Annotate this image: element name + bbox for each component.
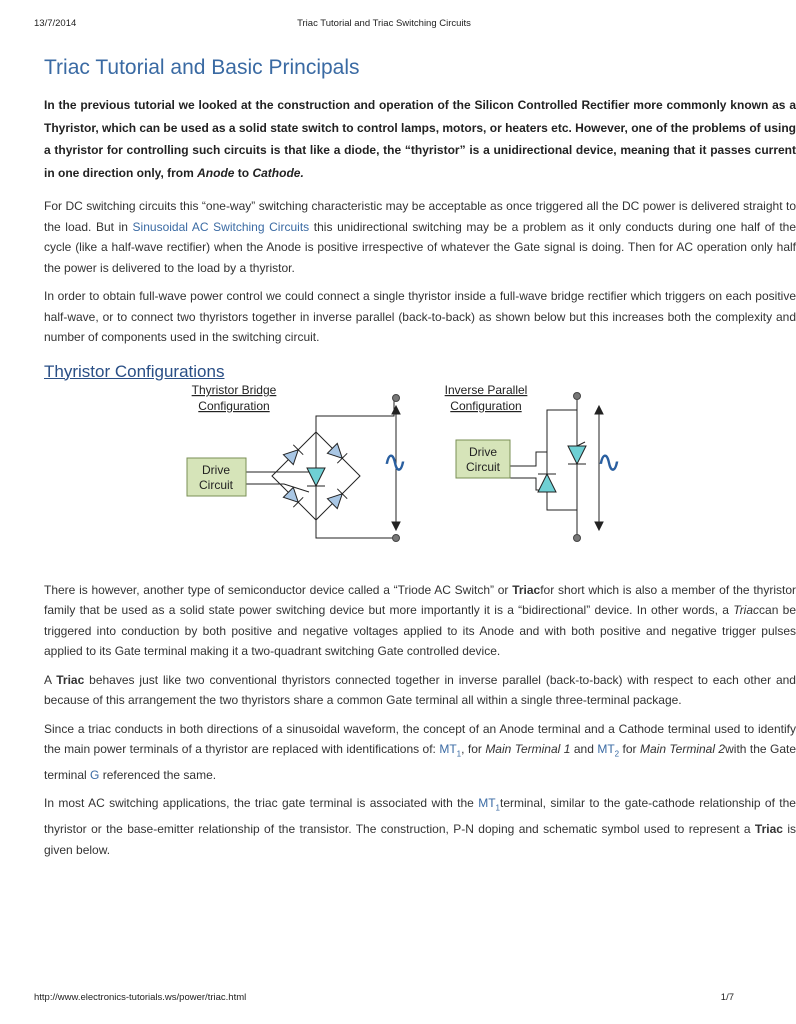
drive-label-right-2: Circuit [465,459,501,474]
print-footer [34,992,734,1006]
anode-term: Anode [197,165,235,180]
arrow-down-right [595,522,603,530]
circuit-diagram [44,382,734,566]
parallel-thyristor-1 [568,446,586,464]
link-sinusoidal-ac-switching[interactable]: Sinusoidal AC Switching Circuits [132,219,310,234]
bridge-label-line1: Thyristor Bridge [191,382,277,397]
link-gate[interactable]: G [90,767,100,782]
drive-label-left-1: Drive [201,462,231,477]
paragraph-inverse-parallel: A Triac behaves just like two conventional thyristors connected together in inverse parallel (back-to-back) with respect to each other and because of this arrangement the two thyristors share a common Gate terminal all within a single three-terminal package. [44,672,796,707]
triac-term: Triac [512,582,541,597]
link-mt2[interactable]: $MT_2$ [597,742,620,759]
bridge-thyristor [307,468,325,486]
link-mt1[interactable]: $MT_1$ [439,742,462,759]
print-page-number: 1/7 [720,992,734,1003]
paragraph-main-terminals: Since a triac conducts in both directions of a sinusoidal waveform, the concept of an Anode terminal and a Cathode terminal used to identify the main power terminals of a thyristor are replaced with identifications of: $MT_1$, for Main Terminal 1 and $MT_2$ for Main Terminal 2with the Gate terminal G referenced the same. [44,721,796,782]
triac-term: Triac [754,822,783,837]
print-date: 13/7/2014 [34,18,77,29]
arrow-up-right [595,406,603,414]
paragraph-triode-ac-switch: There is however, another type of semiconductor device called a “Triode AC Switch” or Triacfor short which is also a member of the thyristor family that be used as a solid state power switching device but more importantly it is a “bidirectional” device. In other words, a Triaccan be triggered into conduction by both positive and negative voltages applied to its Anode and with both positive and negative trigger pulses applied to its Gate terminal making it a two-quadrant switching Gate controlled device. [44,582,796,658]
terminal-top-right [574,392,581,399]
parallel-label-line1: Inverse Parallel [444,382,528,397]
thyristor-configurations-figure [44,382,796,566]
terminal-top-left [393,394,400,401]
drive-label-left-2: Circuit [198,477,234,492]
print-header [34,18,734,32]
print-url: http://www.electronics-tutorials.ws/power/triac.html [34,992,247,1003]
ac-source-symbol-right: ∿ [596,444,622,480]
triac-term-italic: Triac [733,603,760,617]
parallel-label-line2: Configuration [450,398,522,413]
ac-source-symbol-left: ∿ [382,444,408,480]
arrow-up-left [392,406,400,414]
terminal-bottom-right [574,534,581,541]
lead-paragraph: In the previous tutorial we looked at the construction and operation of the Silicon Controlled Rectifier more commonly known as a Thyristor, which can be used as a solid state switch to control lamps, motors, or heaters etc. However, one of the problems of using a thyristor for controlling such circuits is that like a diode, the “thyristor” is a unidirectional device, meaning that it passes current in one direction only, from Anode to Cathode. [44,98,796,180]
triac-term: Triac [56,672,85,687]
article [44,56,796,868]
section-title-thyristor-configurations[interactable]: Thyristor Configurations [44,361,225,381]
arrow-down-left [392,522,400,530]
paragraph-gate-association: In most AC switching applications, the triac gate terminal is associated with the $MT_1terminal$, similar to the gate-cathode relationship of the thyristor or the base-emitter relationship of the transistor. The construction, P-N doping and schematic symbol used to represent a Triac is given below. [44,796,796,857]
terminal-bottom-left [393,534,400,541]
bridge-label-line2: Configuration [198,398,270,413]
parallel-thyristor-2 [538,474,556,492]
drive-label-right-1: Drive [468,444,498,459]
cathode-term: Cathode. [252,165,304,180]
paragraph-full-wave-control: In order to obtain full-wave power control we could connect a single thyristor inside a full-wave bridge rectifier which triggers on each positive half-wave, or to connect two thyristors together in inverse parallel (back-to-back) as shown below but this increases both the complexity and number of components used in the switching circuit. [44,289,796,344]
print-page-title: Triac Tutorial and Triac Switching Circuits [297,18,471,29]
link-mt1-terminal[interactable]: $MT_1$ [478,796,500,813]
paragraph-dc-switching: For DC switching circuits this “one-way” switching characteristic may be acceptable as once triggered all the DC power is delivered straight to the load. But in Sinusoidal AC Switching Circuits this unidirectional switching may be a problem as it only conducts during one half of the cycle (like a half-wave rectifier) when the Anode is positive irrespective of whatever the Gate signal is doing. Then for AC operation only half the power is delivered to the load by a thyristor. [44,199,796,275]
article-title: Triac Tutorial and Basic Principals [44,56,360,79]
